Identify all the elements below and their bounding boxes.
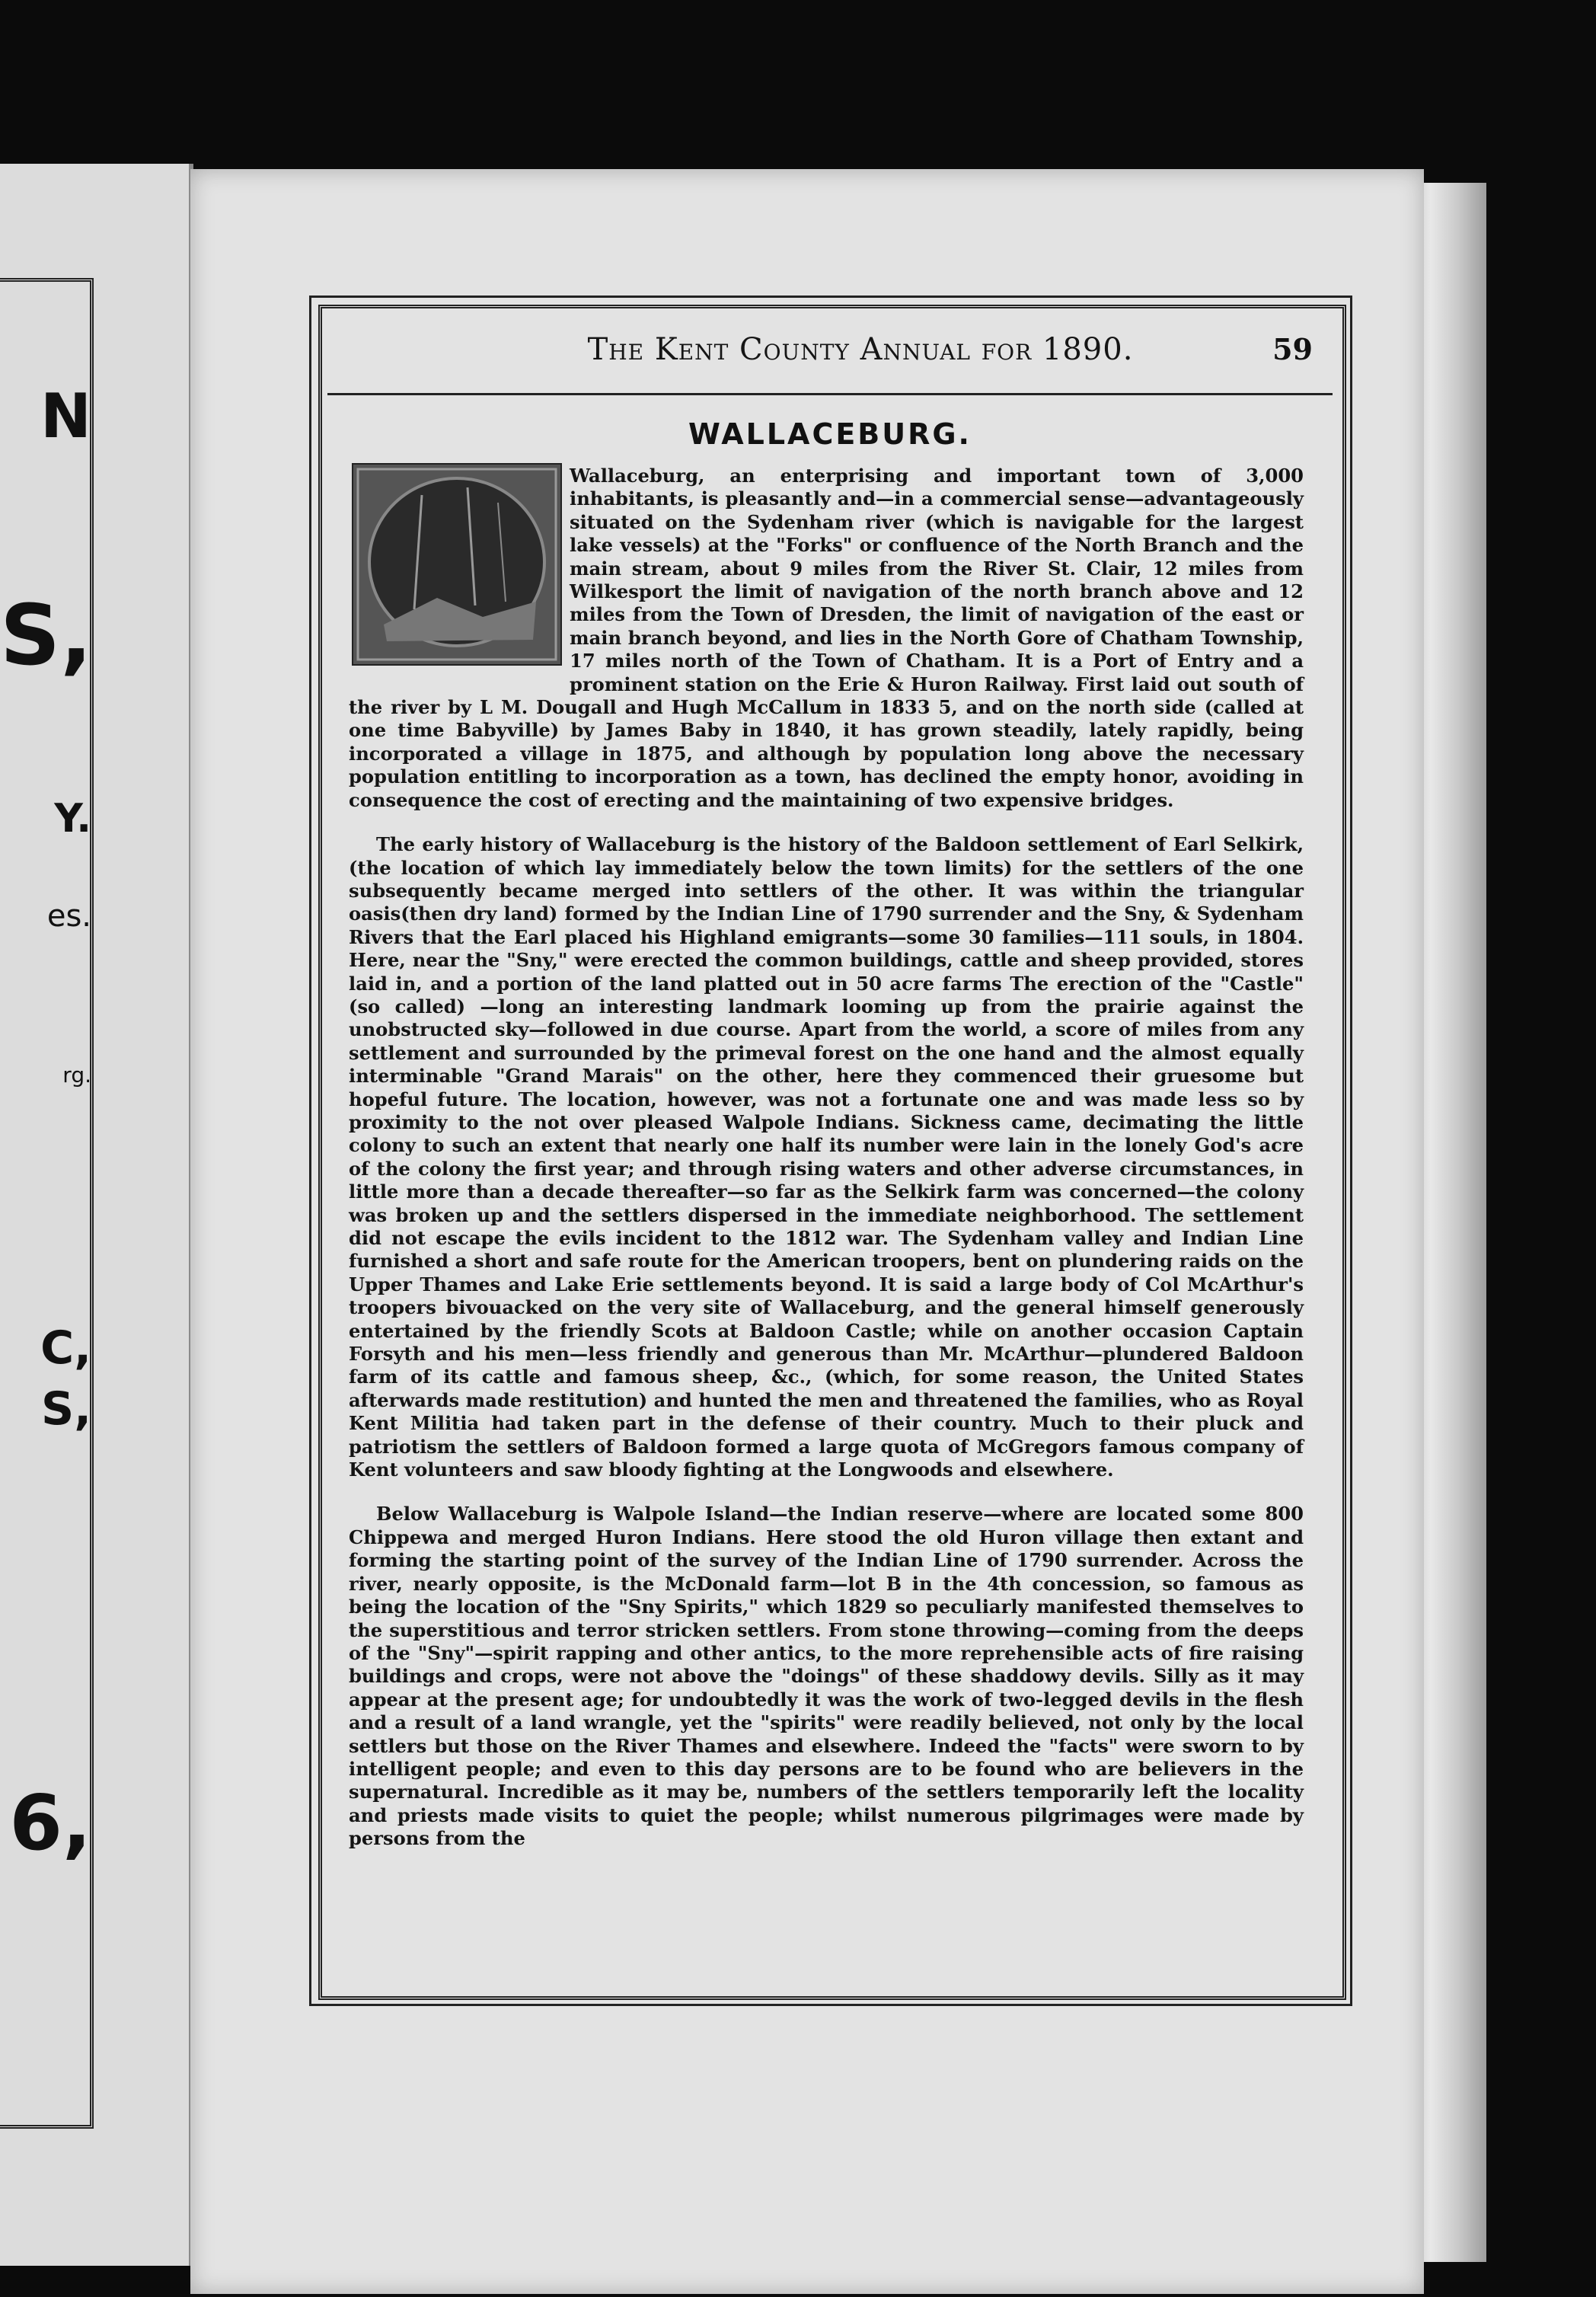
article-title: WALLACEBURG. bbox=[688, 417, 972, 451]
article-body bbox=[349, 465, 1304, 1872]
paragraph-3: Below Wallaceburg is Walpole Island—the Indian reserve—where are located some 800 Chippewa and merged Huron Indians. Here stood the old Huron village then extant and forming the starting point of the survey of the Indian Line of 1790 surrender. Across the river, nearly opposite, is the McDonald farm—lot B in the 4th concession, so famous as being the location of the "Sny Spirits," which 1829 so peculiarly manifested themselves to the superstitious and terror stricken settlers. From stone throwing—coming from the deeps of the "Sny"—spirit rapping and other antics, to the more reprehensible acts of fire raising buildings and crops, were not above the "doings" of these shaddowy devils. Silly as it may appear at the present age; for undoubtedly it was the work of two-legged devils in the flesh and a result of a land wrangle, yet the "spirits" were readily believed, not only by the local settlers but those on the River Thames and elsewhere. Indeed the "facts" were sworn to by intelligent people; and even to this day persons are to be found who are believers in the supernatural. Incredible as it may be, numbers of the settlers temporarily left the locality and priests made visits to quiet the people; whilst numerous pilgrimages were made by persons from the bbox=[349, 1503, 1304, 1850]
left-fragment-6: C, bbox=[40, 1321, 91, 1375]
paragraph-2: The early history of Wallaceburg is the history of the Baldoon settlement of Earl Selkirk, (the location of which lay immediately below the town limits) for the settlers of the one subsequently became merged into settlers of the other. It was within the triangular oasis(then dry land) formed by the Indian Line of 1790 surrender and the Sny, & Sydenham Rivers that the Earl placed his Highland emigrants—some 30 families—111 souls, in 1804. Here, near the "Sny," were erected the common buildings, cattle and sheep provided, stores laid in, and a portion of the land platted out in 50 acre farms The erection of the "Castle" (so called) —long an interesting landmark looming up from the prairie against the unobstructed sky—followed in due course. Apart from the world, a score of miles from any settlement and surrounded by the primeval forest on the one hand and the almost equally interminable "Grand Marais" on the other, here they commenced their gruesome but hopeful future. The location, however, was not a fortunate one and was made less so by proximity to the not over pleased Walpole Indians. Sickness came, decimating the little colony to such an extent that nearly one half its number were lain in the lonely God's acre of the colony the first year; and through rising waters and other adverse circumstances, in little more than a decade thereafter—so far as the Selkirk farm was concerned—the colony was broken up and the settlers dispersed in the immediate neighborhood. The settlement did not escape the evils incident to the 1812 war. The Sydenham valley and Indian Line furnished a short and safe route for the American troopers, bent on plundering raids on the Upper Thames and Lake Erie settlements beyond. It is said a large body of Col McArthur's troopers bivouacked on the very site of Wallaceburg, and the general himself generously entertained by the friendly Scots at Baldoon Castle; while on another occasion Captain Forsyth and his men—less friendly and generous than Mr. McArthur—plundered Baldoon farm of its cattle and famous sheep, &c., (which, for some reason, the United States afterwards made restitution) and hunted the men and threatened the families, who as Royal Kent Militia had taken part in the defense of their country. Much to their pluck and patriotism the settlers of Baldoon formed a large quota of McGregors famous company of Kent volunteers and saw bloody fighting at the Longwoods and elsewhere. bbox=[349, 833, 1304, 1481]
illustration-spacer bbox=[349, 465, 570, 676]
left-fragment-8: 6, bbox=[9, 1778, 91, 1867]
left-fragment-3: Y. bbox=[54, 796, 91, 842]
left-facing-page bbox=[0, 164, 193, 2266]
page-number: 59 bbox=[1272, 332, 1313, 366]
left-fragment-2: S, bbox=[0, 586, 93, 684]
left-fragment-5: rg. bbox=[62, 1062, 91, 1088]
paragraph-1 bbox=[349, 465, 1304, 812]
running-title: The Kent County Annual for 1890. bbox=[587, 332, 1134, 367]
paragraph-1-text: Wallaceburg, an enterprising and important town of 3,000 inhabitants, is pleasantly and—in a commercial sense—advantageously situated on the Sydenham river (which is navigable for the largest lake vessels) at the "Forks" or confluence of the North Branch and the main stream, about 9 miles from the River St. Clair, 12 miles from Wilkesport the limit of navigation of the north branch above and 12 miles from the Town of Dresden, the limit of navigation of the east or main branch beyond, and lies in the North Gore of Chatham Township, 17 miles north of the Town of Chatham. It is a Port of Entry and a prominent station on the Erie & Huron Railway. First laid out south of the river by L M. Dougall and Hugh McCallum in 1833 5, and on the north side (called at one time Babyville) by James Baby in 1840, it has grown steadily, lately rapidly, being incorporated a village in 1875, and although by population long above the necessary population entitling to incorporation as a town, has declined the empty honor, avoiding in consequence the cost of erecting and the maintaining of two expensive bridges. bbox=[349, 465, 1304, 811]
left-fragment-4: es. bbox=[46, 899, 91, 934]
page-header bbox=[327, 332, 1333, 395]
left-fragment-1: N bbox=[40, 381, 91, 452]
left-fragment-7: S, bbox=[40, 1382, 91, 1436]
